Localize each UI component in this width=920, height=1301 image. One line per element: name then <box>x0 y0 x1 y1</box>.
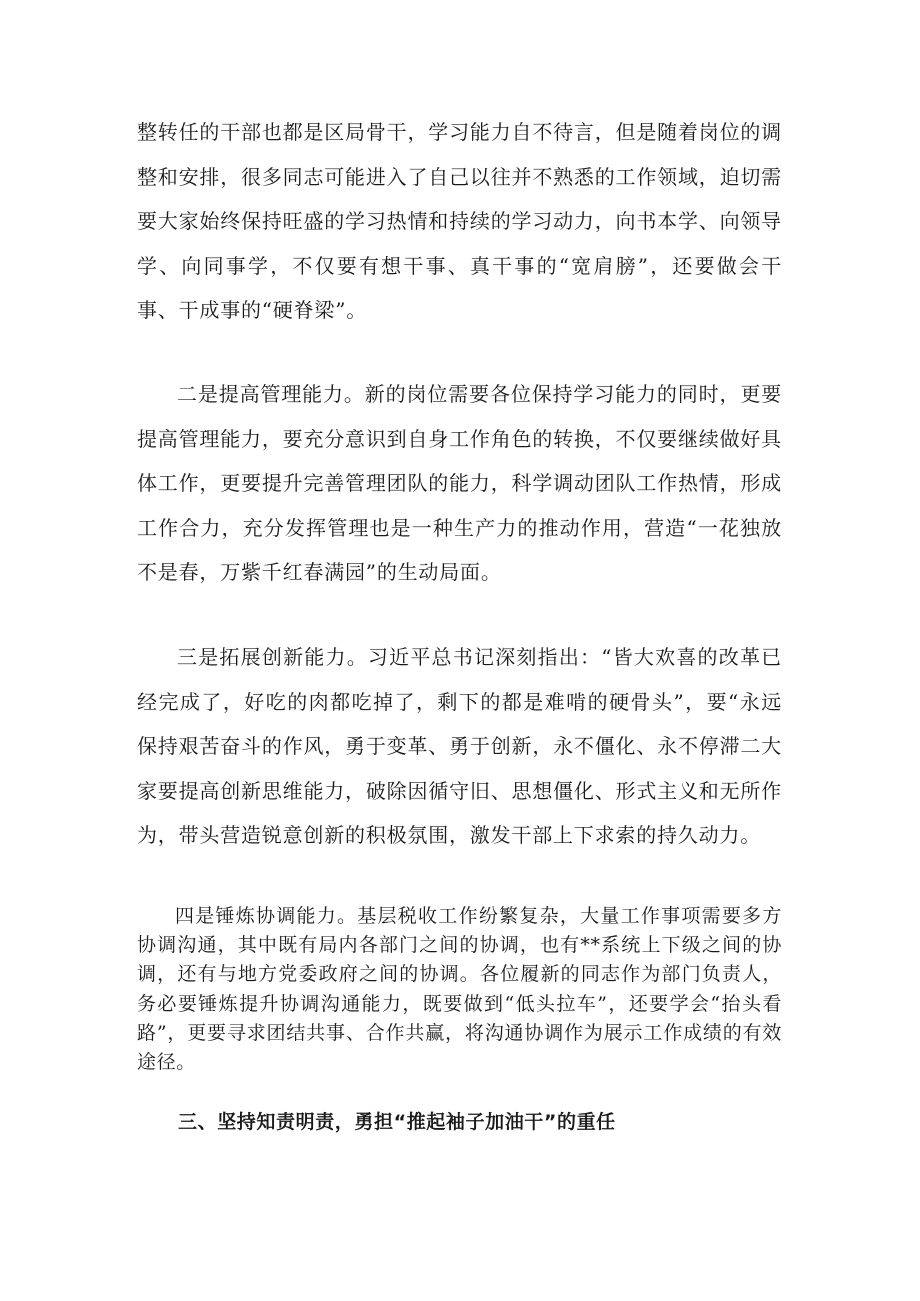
paragraph-continuation: 整转任的干部也都是区局骨干，学习能力自不待言，但是随着岗位的调整和安排，很多同志可能进入了自己以往并不熟悉的工作领域，迫切需要大家始终保持旺盛的学习热情和持续的学习动力，向书本学、向领导学、向同事学，不仅要有想干事、真干事的“宽肩膀”，还要做会干事、干成事的“硬脊梁”。 <box>137 120 782 322</box>
paragraph-management: 二是提高管理能力。新的岗位需要各位保持学习能力的同时，更要提高管理能力，要充分意识到自身工作角色的转换，不仅要继续做好具体工作，更要提升完善管理团队的能力，科学调动团队工作热情，形成工作合力，充分发挥管理也是一种生产力的推动作用，营造“一花独放不是春，万紫千红春满园”的生动局面。 <box>137 382 782 584</box>
paragraph-innovation: 三是拓展创新能力。习近平总书记深刻指出：“皆大欢喜的改革已经完成了，好吃的肉都吃掉了，剩下的都是难啃的硬骨头”，要“永远保持艰苦奋斗的作风，勇于变革、勇于创新，永不僵化、永不停滞二大家要提高创新思维能力，破除因循守旧、思想僵化、形式主义和无所作为，带头营造锐意创新的积极氛围，激发干部上下求索的持久动力。 <box>137 645 782 847</box>
paragraph-coordination: 四是锤炼协调能力。基层税收工作纷繁复杂，大量工作事项需要多方协调沟通，其中既有局内各部门之间的协调，也有**系统上下级之间的协调，还有与地方党委政府之间的协调。各位履新的同志作为部门负责人，务必要锤炼提升协调沟通能力，既要做到“低头拉车”，还要学会“抬头看路”，更要寻求团结共事、合作共赢，将沟通协调作为展示工作成绩的有效途径。 <box>137 905 782 1074</box>
section-heading: 三、坚持知责明责，勇担“推起袖子加油干”的重任 <box>178 1111 616 1133</box>
